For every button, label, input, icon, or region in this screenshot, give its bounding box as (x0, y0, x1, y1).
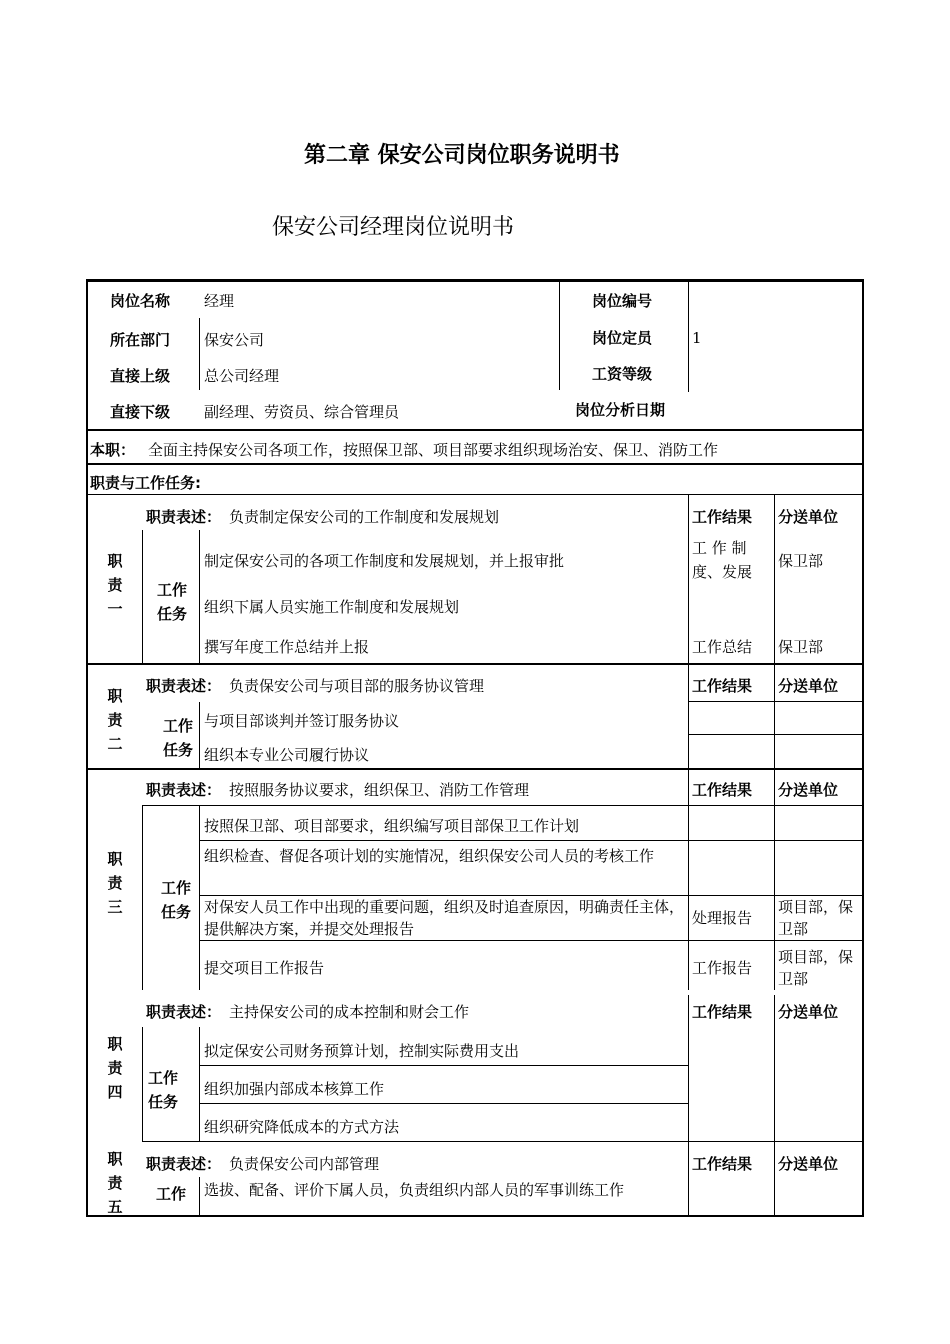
duty4-name: 职责四 (107, 1035, 123, 1101)
duty5-statement-label: 职责表述： (146, 1155, 222, 1173)
duty3-name: 职责三 (107, 850, 123, 916)
duty5-task-label: 工作 (156, 1185, 187, 1203)
duty1-task-1: 制定保安公司的各项工作制度和发展规划，并上报审批 (204, 552, 565, 570)
duty5-name: 职责五 (107, 1150, 123, 1216)
duty3-send-1: 项目部，保卫部 (778, 898, 854, 938)
dept-value: 保安公司 (204, 331, 265, 349)
duty2-name: 职责二 (107, 687, 123, 753)
document-title: 保安公司经理岗位说明书 (272, 215, 515, 240)
duty5-send-label: 分送单位 (778, 1155, 839, 1173)
main-duty-label: 本职： (90, 441, 136, 459)
duty1-send-1: 保卫部 (778, 552, 824, 570)
duty4-task-1: 拟定保安公司财务预算计划，控制实际费用支出 (204, 1042, 520, 1060)
duty4-task-2: 组织加强内部成本核算工作 (204, 1080, 385, 1098)
duty1-send-2: 保卫部 (778, 638, 824, 656)
duty1-task-label: 工作任务 (156, 581, 187, 623)
duty3-result-2: 工作报告 (692, 959, 753, 977)
quota-value: 1 (692, 329, 702, 347)
salary-label: 工资等级 (592, 365, 653, 383)
duty2-statement-label: 职责表述： (146, 677, 222, 695)
duty4-send-label: 分送单位 (778, 1003, 839, 1021)
duty4-statement: 主持保安公司的成本控制和财会工作 (229, 1003, 470, 1021)
post-no-label: 岗位编号 (592, 292, 653, 310)
duty2-task-2: 组织本专业公司履行协议 (204, 746, 370, 764)
duty2-task-label: 工作任务 (162, 717, 193, 759)
duty3-statement: 按照服务协议要求，组织保卫、消防工作管理 (229, 781, 530, 799)
duty1-task-2: 组织下属人员实施工作制度和发展规划 (204, 598, 460, 616)
duty4-statement-label: 职责表述： (146, 1003, 222, 1021)
duty2-result-label: 工作结果 (692, 677, 753, 695)
duty1-result-2: 工作总结 (692, 638, 753, 656)
duty2-task-1: 与项目部谈判并签订服务协议 (204, 712, 400, 730)
duty3-task-1: 按照保卫部、项目部要求，组织编写项目部保卫工作计划 (204, 817, 580, 835)
duty5-statement: 负责保安公司内部管理 (229, 1155, 380, 1173)
duty1-statement-label: 职责表述： (146, 508, 222, 526)
duty3-result-label: 工作结果 (692, 781, 753, 799)
post-name-label: 岗位名称 (110, 292, 171, 310)
duty4-task-3: 组织研究降低成本的方式方法 (204, 1118, 400, 1136)
duty3-send-label: 分送单位 (778, 781, 839, 799)
duty4-task-label: 工作任务 (147, 1069, 178, 1111)
duty5-result-label: 工作结果 (692, 1155, 753, 1173)
superior-label: 直接上级 (110, 367, 171, 385)
chapter-title: 第二章 保安公司岗位职务说明书 (304, 143, 620, 168)
duty3-task-3: 对保安人员工作中出现的重要问题，组织及时追查原因，明确责任主体，提供解决方案，并提交处理报告 (204, 898, 685, 938)
subordinate-value: 副经理、劳资员、综合管理员 (204, 403, 400, 421)
duty2-send-label: 分送单位 (778, 677, 839, 695)
duty1-name: 职责一 (107, 552, 123, 618)
main-duty-text: 全面主持保安公司各项工作，按照保卫部、项目部要求组织现场治安、保卫、消防工作 (148, 441, 719, 459)
duty5-task-1: 选拔、配备、评价下属人员，负责组织内部人员的军事训练工作 (204, 1181, 625, 1199)
duty3-task-2: 组织检查、督促各项计划的实施情况，组织保安公司人员的考核工作 (204, 847, 655, 865)
duty1-send-label: 分送单位 (778, 508, 839, 526)
duty3-task-label: 工作任务 (160, 879, 191, 921)
analysis-date-label: 岗位分析日期 (575, 401, 666, 419)
duty1-statement: 负责制定保安公司的工作制度和发展规划 (229, 508, 500, 526)
superior-value: 总公司经理 (204, 367, 280, 385)
duty3-task-4: 提交项目工作报告 (204, 959, 325, 977)
duties-header: 职责与工作任务: (90, 474, 201, 492)
duty3-result-1: 处理报告 (692, 909, 753, 927)
duty3-statement-label: 职责表述： (146, 781, 222, 799)
subordinate-label: 直接下级 (110, 403, 171, 421)
duty1-result-label: 工作结果 (692, 508, 753, 526)
duty4-result-label: 工作结果 (692, 1003, 753, 1021)
quota-label: 岗位定员 (592, 329, 653, 347)
duty3-send-2: 项目部，保卫部 (778, 948, 854, 988)
duty1-task-3: 撰写年度工作总结并上报 (204, 638, 370, 656)
dept-label: 所在部门 (110, 331, 171, 349)
post-name-value: 经理 (204, 292, 235, 310)
duty1-result-1: 工 作 制 度、发展 (692, 539, 753, 581)
duty2-statement: 负责保安公司与项目部的服务协议管理 (229, 677, 485, 695)
